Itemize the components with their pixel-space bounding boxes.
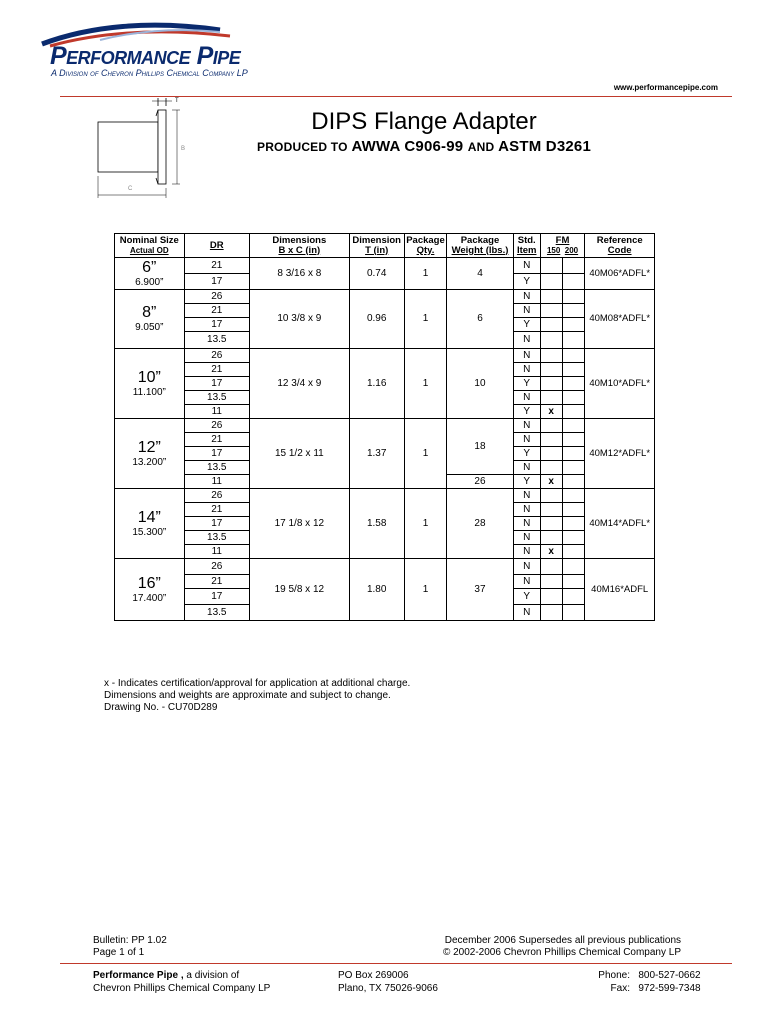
header-dimensions-label: Dimensions xyxy=(272,234,327,246)
header-dimension-t xyxy=(349,234,404,258)
cell-dr: 11 xyxy=(184,475,249,489)
footer-company-name: Performance Pipe , xyxy=(93,970,184,981)
cell-package-qty: 1 xyxy=(404,419,447,489)
cell-std-item: N xyxy=(513,489,540,503)
cell-fm-200 xyxy=(562,318,585,332)
cell-fm-150 xyxy=(540,531,562,545)
cell-dr: 17 xyxy=(184,318,249,332)
header-dr-label: DR xyxy=(209,239,224,251)
cell-fm-150 xyxy=(540,377,562,391)
cell-fm-200 xyxy=(562,405,585,419)
cell-package-weight: 4 xyxy=(447,258,513,290)
cell-dr: 13.5 xyxy=(184,605,249,621)
footer-po-box: PO Box 269006 xyxy=(338,970,409,981)
cell-package-qty: 1 xyxy=(404,489,447,559)
cell-nominal-size xyxy=(115,258,185,290)
cell-std-item: Y xyxy=(513,447,540,461)
drawing-label-b: B xyxy=(181,146,186,152)
header-nominal-size xyxy=(115,234,185,258)
header-package-weight xyxy=(447,234,513,258)
header-code-label: Code xyxy=(607,244,632,256)
cell-fm-200 xyxy=(562,377,585,391)
cell-package-qty: 1 xyxy=(404,258,447,290)
cell-fm-150 xyxy=(540,349,562,363)
cell-std-item: Y xyxy=(513,405,540,419)
cell-dimensions: 12 3/4 x 9 xyxy=(249,349,349,419)
cell-std-item: N xyxy=(513,290,540,304)
cell-dimensions: 17 1/8 x 12 xyxy=(249,489,349,559)
header-std-item xyxy=(513,234,540,258)
footer-parent-company: Chevron Phillips Chemical Company LP xyxy=(93,983,271,994)
cell-fm-200 xyxy=(562,605,585,621)
cell-std-item: N xyxy=(513,545,540,559)
nominal-size: 14” xyxy=(137,508,161,526)
table-row xyxy=(115,258,655,274)
fax-label: Fax: xyxy=(610,983,630,994)
table-header-row xyxy=(115,234,655,258)
cell-fm-200 xyxy=(562,475,585,489)
cell-std-item: N xyxy=(513,419,540,433)
cell-package-qty: 1 xyxy=(404,290,447,349)
cell-fm-150 xyxy=(540,503,562,517)
subtitle-standard-2: ASTM D3261 xyxy=(498,138,592,155)
cell-std-item: N xyxy=(513,391,540,405)
cell-std-item: Y xyxy=(513,377,540,391)
cell-std-item: N xyxy=(513,575,540,589)
header-package-label: Package xyxy=(406,234,445,246)
cell-nominal-size xyxy=(115,290,185,349)
note-approximate: Dimensions and weights are approximate and subject to change. xyxy=(104,690,391,701)
cell-dimensions: 19 5/8 x 12 xyxy=(249,559,349,621)
drawing-label-c: C xyxy=(128,186,133,192)
actual-od: 11.100” xyxy=(132,386,166,398)
actual-od: 9.050” xyxy=(135,322,164,333)
cell-package-weight: 28 xyxy=(447,489,513,559)
cell-package-weight: 10 xyxy=(447,349,513,419)
cell-dr: 21 xyxy=(184,304,249,318)
cell-fm-150 xyxy=(540,559,562,575)
cell-reference-code: 40M14*ADFL* xyxy=(585,489,655,559)
cell-fm-150 xyxy=(540,304,562,318)
nominal-size: 16” xyxy=(137,574,161,592)
cell-fm-150: x xyxy=(540,405,562,419)
cell-std-item: N xyxy=(513,503,540,517)
supersedes-text: December 2006 Supersedes all previous publications xyxy=(444,935,681,946)
cell-package-weight: 6 xyxy=(447,290,513,349)
cell-dr: 21 xyxy=(184,503,249,517)
cell-std-item: N xyxy=(513,531,540,545)
cell-dr: 13.5 xyxy=(184,391,249,405)
cell-fm-150 xyxy=(540,589,562,605)
cell-fm-150 xyxy=(540,433,562,447)
logo-subtitle: A Division of Chevron Phillips Chemical Company LP xyxy=(51,68,248,78)
cell-reference-code: 40M16*ADFL xyxy=(585,559,655,621)
nominal-size: 8” xyxy=(142,304,157,321)
cell-fm-200 xyxy=(562,503,585,517)
cell-fm-200 xyxy=(562,531,585,545)
header-reference-label: Reference xyxy=(596,234,643,246)
cell-fm-200 xyxy=(562,489,585,503)
cell-fm-200 xyxy=(562,304,585,318)
cell-std-item: N xyxy=(513,517,540,531)
cell-fm-200 xyxy=(562,575,585,589)
table-row xyxy=(115,559,655,575)
cell-dr: 13.5 xyxy=(184,332,249,349)
cell-std-item: N xyxy=(513,363,540,377)
header-weight-label: Weight (lbs.) xyxy=(451,244,509,256)
cell-fm-200 xyxy=(562,461,585,475)
cell-dr: 17 xyxy=(184,377,249,391)
header-dr xyxy=(184,234,249,258)
cell-dr: 26 xyxy=(184,349,249,363)
phone-label: Phone: xyxy=(598,970,630,981)
cell-nominal-size xyxy=(115,559,185,621)
cell-dr: 26 xyxy=(184,290,249,304)
header-qty-label: Qty. xyxy=(416,244,435,256)
cell-fm-200 xyxy=(562,332,585,349)
cell-dr: 21 xyxy=(184,575,249,589)
header-fm200-label: 200 xyxy=(564,245,579,255)
cell-fm-150 xyxy=(540,332,562,349)
cell-dr: 13.5 xyxy=(184,461,249,475)
cell-package-weight: 26 xyxy=(447,475,513,489)
cell-dimensions: 10 3/8 x 9 xyxy=(249,290,349,349)
cell-dimension-t: 0.96 xyxy=(349,290,404,349)
header-dimension-label: Dimension xyxy=(352,234,401,246)
cell-dimension-t: 1.58 xyxy=(349,489,404,559)
cell-std-item: N xyxy=(513,258,540,274)
cell-dr: 21 xyxy=(184,258,249,274)
actual-od: 6.900” xyxy=(135,276,164,288)
cell-std-item: N xyxy=(513,349,540,363)
cell-dimensions: 15 1/2 x 11 xyxy=(249,419,349,489)
footer-address xyxy=(338,969,438,995)
bulletin-number: Bulletin: PP 1.02 xyxy=(93,935,167,946)
cell-dr: 11 xyxy=(184,545,249,559)
cell-fm-200 xyxy=(562,349,585,363)
cell-reference-code: 40M12*ADFL* xyxy=(585,419,655,489)
table-row xyxy=(115,290,655,304)
cell-std-item: N xyxy=(513,461,540,475)
page-title: DIPS Flange Adapter xyxy=(311,108,537,135)
cell-dimension-t: 1.37 xyxy=(349,419,404,489)
actual-od: 13.200” xyxy=(132,456,167,468)
cell-dr: 17 xyxy=(184,274,249,290)
subtitle-produced-to: PRODUCED TO xyxy=(256,140,348,154)
cell-fm-200 xyxy=(562,391,585,405)
footer-company xyxy=(93,969,270,995)
cell-fm-150 xyxy=(540,461,562,475)
website-link[interactable]: www.performancepipe.com xyxy=(613,83,718,92)
publication-info xyxy=(443,935,681,959)
cell-std-item: Y xyxy=(513,589,540,605)
header-actual-od-label: Actual OD xyxy=(129,245,169,255)
nominal-size: 6” xyxy=(142,258,157,276)
cell-reference-code: 40M08*ADFL* xyxy=(585,290,655,349)
page-number: Page 1 of 1 xyxy=(93,947,145,958)
cell-package-qty: 1 xyxy=(404,559,447,621)
cell-fm-200 xyxy=(562,545,585,559)
cell-fm-150 xyxy=(540,318,562,332)
cell-dr: 13.5 xyxy=(184,531,249,545)
cell-fm-150 xyxy=(540,290,562,304)
footer-company-division: a division of xyxy=(183,970,240,981)
footer-contact xyxy=(586,969,701,995)
cell-fm-150 xyxy=(540,489,562,503)
cell-package-weight: 18 xyxy=(447,419,513,475)
cell-std-item: Y xyxy=(513,475,540,489)
cell-dr: 26 xyxy=(184,419,249,433)
cell-nominal-size xyxy=(115,349,185,419)
notes xyxy=(104,678,410,714)
actual-od: 17.400” xyxy=(132,592,167,604)
header-t-label: T (in) xyxy=(365,244,389,256)
actual-od: 15.300” xyxy=(132,526,167,538)
note-drawing-number: Drawing No. - CU70D289 xyxy=(104,702,218,713)
cell-fm-200 xyxy=(562,258,585,274)
cell-dimension-t: 1.16 xyxy=(349,349,404,419)
cell-fm-200 xyxy=(562,447,585,461)
bulletin-info xyxy=(93,935,167,959)
cell-dr: 11 xyxy=(184,405,249,419)
cell-std-item: N xyxy=(513,605,540,621)
header-dimensions xyxy=(249,234,349,258)
cell-dimensions: 8 3/16 x 8 xyxy=(249,258,349,290)
cell-std-item: N xyxy=(513,304,540,318)
cell-nominal-size xyxy=(115,419,185,489)
nominal-size: 10” xyxy=(137,368,161,386)
cell-fm-150 xyxy=(540,419,562,433)
cell-fm-200 xyxy=(562,559,585,575)
header-nominal-size-label: Nominal Size xyxy=(119,234,179,246)
cell-fm-150: x xyxy=(540,475,562,489)
cell-fm-150 xyxy=(540,274,562,290)
phone-number: 800-527-0662 xyxy=(638,970,701,981)
cell-fm-200 xyxy=(562,363,585,377)
cell-fm-200 xyxy=(562,433,585,447)
fax-number: 972-599-7348 xyxy=(638,983,701,994)
cell-std-item: N xyxy=(513,332,540,349)
cell-fm-150 xyxy=(540,391,562,405)
cell-std-item: Y xyxy=(513,274,540,290)
cell-dimension-t: 1.80 xyxy=(349,559,404,621)
header-bxc-label: B x C (in) xyxy=(278,244,321,256)
company-logo xyxy=(40,22,248,78)
cell-fm-200 xyxy=(562,589,585,605)
subtitle-and: AND xyxy=(467,140,495,154)
copyright-text: © 2002-2006 Chevron Phillips Chemical Company LP xyxy=(442,947,681,958)
drawing-label-t: T xyxy=(175,98,179,104)
cell-dr: 17 xyxy=(184,517,249,531)
cell-reference-code: 40M10*ADFL* xyxy=(585,349,655,419)
cell-package-weight: 37 xyxy=(447,559,513,621)
cell-reference-code: 40M06*ADFL* xyxy=(585,258,655,290)
cell-dr: 21 xyxy=(184,363,249,377)
cell-std-item: N xyxy=(513,433,540,447)
header-fm-label: FM xyxy=(555,234,570,246)
table-row xyxy=(115,489,655,503)
cell-std-item: N xyxy=(513,559,540,575)
cell-fm-200 xyxy=(562,517,585,531)
table-row xyxy=(115,419,655,433)
footer-city: Plano, TX 75026-9066 xyxy=(338,983,438,994)
footer-divider xyxy=(60,963,732,964)
cell-fm-150 xyxy=(540,363,562,377)
cell-dr: 21 xyxy=(184,433,249,447)
header-std-label: Std. xyxy=(517,234,536,246)
cell-dr: 26 xyxy=(184,489,249,503)
subtitle-standard-1: AWWA C906-99 xyxy=(351,138,464,155)
header-fm xyxy=(540,234,585,258)
cell-dr: 26 xyxy=(184,559,249,575)
cell-package-qty: 1 xyxy=(404,349,447,419)
table-row xyxy=(115,349,655,363)
cell-fm-150 xyxy=(540,605,562,621)
cell-fm-150 xyxy=(540,517,562,531)
cell-fm-150 xyxy=(540,447,562,461)
page-subtitle xyxy=(0,138,768,155)
logo-name: Performance Pipe xyxy=(50,42,241,70)
note-certification: x - Indicates certification/approval for application at additional charge. xyxy=(104,678,411,689)
cell-fm-200 xyxy=(562,290,585,304)
cell-dr: 17 xyxy=(184,447,249,461)
cell-fm-200 xyxy=(562,274,585,290)
header-item-label: Item xyxy=(516,244,537,256)
cell-nominal-size xyxy=(115,489,185,559)
cell-dimension-t: 0.74 xyxy=(349,258,404,290)
header-package-qty xyxy=(404,234,447,258)
cell-dr: 17 xyxy=(184,589,249,605)
spec-table-body xyxy=(115,258,655,621)
cell-fm-150 xyxy=(540,258,562,274)
spec-table xyxy=(114,233,655,621)
cell-fm-200 xyxy=(562,419,585,433)
header-package2-label: Package xyxy=(460,234,500,246)
header-fm150-label: 150 xyxy=(546,245,561,255)
cell-std-item: Y xyxy=(513,318,540,332)
header-reference-code xyxy=(585,234,655,258)
cell-fm-150: x xyxy=(540,545,562,559)
nominal-size: 12” xyxy=(137,438,161,456)
cell-fm-150 xyxy=(540,575,562,589)
